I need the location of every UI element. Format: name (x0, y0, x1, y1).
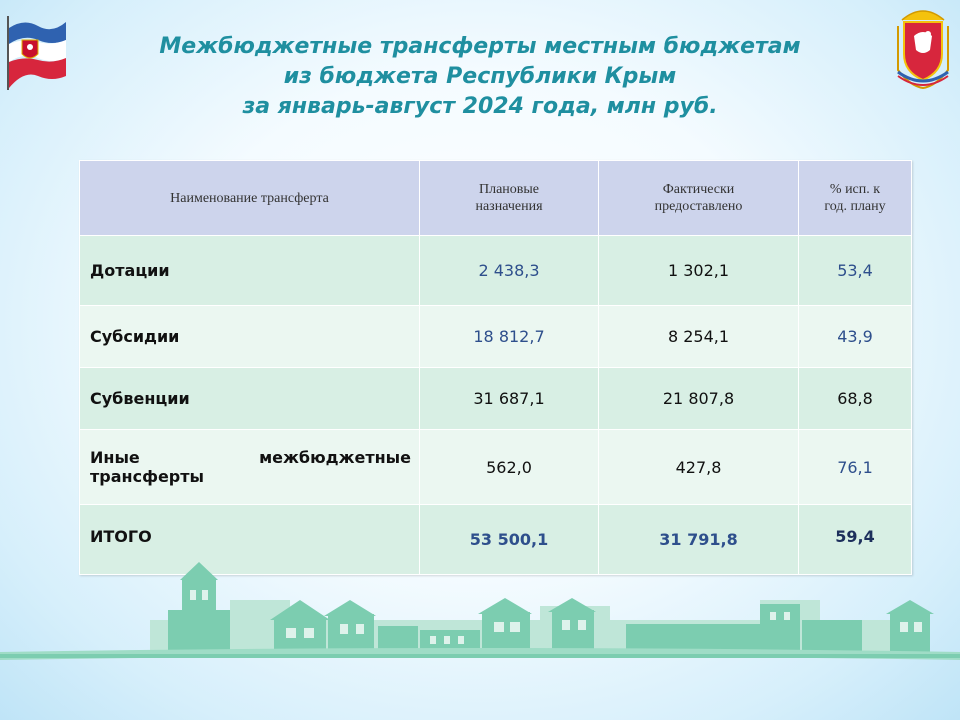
header-fact-line-1: Фактически (662, 182, 735, 197)
row-name-line-1 (90, 448, 411, 467)
row-fact: 21 807,8 (599, 368, 799, 430)
row-fact: 8 254,1 (599, 306, 799, 368)
header-percent (799, 161, 912, 236)
header-plan-line-1: Плановые (478, 182, 540, 197)
header-plan-line-2: назначения (475, 199, 543, 214)
title-line-1: Межбюджетные трансферты местным бюджетам (159, 34, 801, 59)
row-fact: 427,8 (599, 430, 799, 505)
crimea-flag-icon (4, 10, 68, 92)
row-plan: 2 438,3 (420, 236, 599, 306)
table-row (80, 368, 912, 430)
row-plan: 31 687,1 (420, 368, 599, 430)
town-skyline-illustration (0, 560, 960, 670)
row-percent: 43,9 (799, 306, 912, 368)
row-fact: 31 791,8 (599, 505, 799, 575)
header-transfer-name: Наименование трансферта (80, 161, 420, 236)
row-name: ИТОГО (80, 505, 420, 575)
row-fact: 1 302,1 (599, 236, 799, 306)
table-row (80, 306, 912, 368)
row-name-word-2: межбюджетные (259, 448, 411, 467)
row-name (80, 430, 420, 505)
row-name: Дотации (80, 236, 420, 306)
row-plan: 562,0 (420, 430, 599, 505)
transfers-table (79, 160, 912, 575)
crimea-coat-of-arms-icon (890, 6, 956, 90)
row-percent: 53,4 (799, 236, 912, 306)
row-name: Субсидии (80, 306, 420, 368)
title-line-2: из бюджета Республики Крым (283, 64, 677, 89)
header-plan (420, 161, 599, 236)
header-percent-line-1: % исп. к (829, 182, 881, 197)
title-line-3: за январь-август 2024 года, млн руб. (242, 94, 718, 119)
header-fact (599, 161, 799, 236)
header-percent-line-2: год. плану (824, 199, 886, 214)
row-percent: 76,1 (799, 430, 912, 505)
slide-title (80, 32, 880, 122)
table-row (80, 430, 912, 505)
header-fact-line-2: предоставлено (654, 199, 743, 214)
table-header-row (80, 161, 912, 236)
table-row (80, 236, 912, 306)
row-name-line-2: трансферты (90, 467, 204, 486)
row-plan: 18 812,7 (420, 306, 599, 368)
row-percent: 59,4 (799, 505, 912, 575)
row-plan: 53 500,1 (420, 505, 599, 575)
row-name: Субвенции (80, 368, 420, 430)
row-percent: 68,8 (799, 368, 912, 430)
row-name-word-1: Иные (90, 448, 140, 467)
